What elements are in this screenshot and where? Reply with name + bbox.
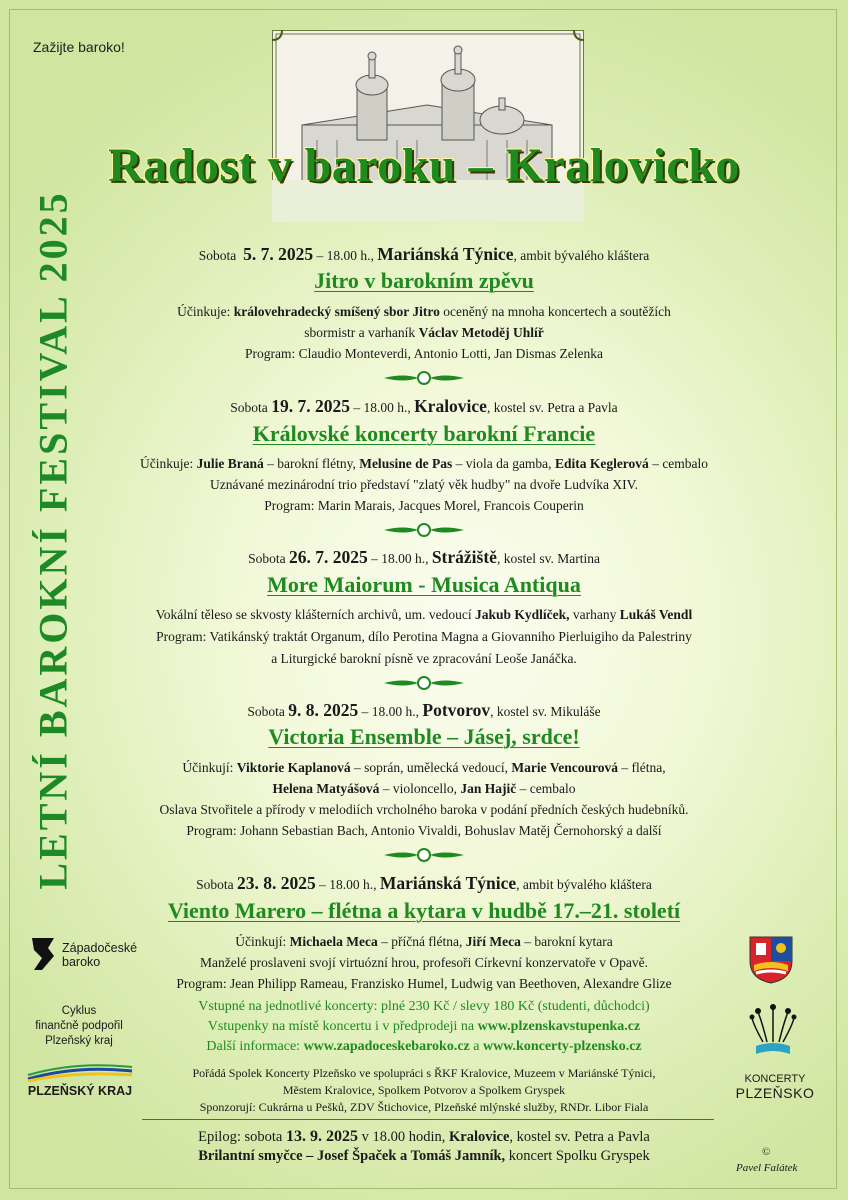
- ticket-sales: Vstupenky na místě koncertu i v předprodeji na www.plzenskavstupenka.cz: [207, 1019, 641, 1034]
- concert-2-line3: Program: Marin Marais, Jacques Morel, Francois Couperin: [264, 498, 584, 513]
- concert-1-header: Sobota 5. 7. 2025 – 18.00 h., Mariánská Týnice, ambit bývalého kláštera: [198, 244, 650, 264]
- kraj-support-text: Cyklus finančně podpořil Plzeňský kraj: [35, 1005, 123, 1047]
- more-info: Další informace: www.zapadoceskebaroko.cz a www.koncerty-plzensko.cz: [206, 1039, 642, 1054]
- concert-1-line3: Program: Claudio Monteverdi, Antonio Lotti, Jan Dismas Zelenka: [244, 346, 604, 361]
- separator-line: [142, 1119, 714, 1120]
- koncerty-plzensko-label: KONCERTY PLZEŇSKO: [735, 1073, 815, 1101]
- concert-5-line3: Program: Jean Philipp Rameau, Franzisko Humel, Ludwig van Beethoven, Alexandre Glize: [176, 976, 672, 991]
- epilog-line2: Brilantní smyčce – Josef Špaček a Tomáš Jamník, koncert Spolku Gryspek: [198, 1148, 650, 1164]
- concert-3-title: More Maiorum - Musica Antiqua: [267, 572, 581, 597]
- divider-ornament: [384, 848, 464, 862]
- concert-4-line2: Helena Matyášová – violoncello, Jan Hajič – cembalo: [272, 781, 576, 796]
- concert-4-line3: Oslava Stvořitele a přírody v melodiích vrcholného baroka v podání předních českých hudebníků.: [159, 802, 689, 817]
- concert-5-title: Viento Marero – flétna a kytara v hudbě 17.–21. století: [167, 898, 681, 923]
- organizers-line2: Městem Kralovice, Spolkem Potvorov a Spolkem Gryspek: [282, 1083, 566, 1097]
- concert-1-title: Jitro v barokním zpěvu: [314, 268, 534, 293]
- author-signature: Pavel Falátek: [736, 1162, 798, 1174]
- copyright-mark: ©: [762, 1146, 771, 1158]
- concert-2-title: Královské koncerty barokní Francie: [252, 421, 596, 446]
- info-link-1[interactable]: www.zapadoceskebaroko.cz: [303, 1039, 470, 1054]
- concert-4-line4: Program: Johann Sebastian Bach, Antonio Vivaldi, Bohuslav Matěj Černohorský a další: [186, 823, 662, 838]
- church-engraving: [272, 30, 584, 222]
- koncerty-plzensko-lyre-icon: [748, 1002, 798, 1064]
- plzensky-kraj-swoosh-icon: [26, 1063, 134, 1083]
- divider-ornament: [384, 371, 464, 385]
- concert-5-line1: Účinkují: Michaela Meca – příčná flétna, Jiří Meca – barokní kytara: [235, 934, 613, 949]
- concert-2-header: Sobota 19. 7. 2025 – 18.00 h., Kralovice, kostel sv. Petra a Pavla: [230, 396, 618, 416]
- ticket-link[interactable]: www.plzenskavstupenka.cz: [477, 1019, 641, 1034]
- vertical-festival-title: LETNÍ BAROKNÍ FESTIVAL 2025: [30, 190, 76, 890]
- divider-ornament: [384, 523, 464, 537]
- concert-2-line2: Uznávané mezinárodní trio představí "zlatý věk hudby" na dvoře Ludvíka XIV.: [209, 477, 639, 492]
- concert-3-line2: Program: Vatikánský traktát Organum, dílo Perotina Magna a Giovanniho Pierluigiho da Palestriny: [156, 629, 692, 644]
- epilog-line1: Epilog: sobota 13. 9. 2025 v 18.00 hodin, Kralovice, kostel sv. Petra a Pavla: [198, 1128, 650, 1145]
- zb-line1: Západočeské: [62, 941, 138, 955]
- organizers-line1: Pořádá Spolek Koncerty Plzeňsko ve spolupráci s ŘKF Kralovice, Muzeem v Mariánské Týnici,: [192, 1066, 656, 1080]
- concert-1-line1: Účinkuje: královehradecký smíšený sbor Jitro oceněný na mnoha koncertech a soutěžích: [177, 304, 671, 319]
- concert-3-header: Sobota 26. 7. 2025 – 18.00 h., Strážiště, kostel sv. Martina: [248, 547, 600, 567]
- concert-3-line3: a Liturgické barokní písně ve zpracování Leoše Janáčka.: [271, 651, 577, 666]
- plzensky-kraj-label: PLZEŇSKÝ KRAJ: [27, 1084, 133, 1098]
- main-title: Radost v baroku – Kralovicko: [108, 139, 740, 192]
- sponsors-line: Sponzorují: Cukrárna u Pešků, ZDV Štichovice, Plzeňské mlýnské služby, RNDr. Libor Fiala: [199, 1100, 649, 1114]
- tagline: Zažijte baroko!: [33, 39, 125, 55]
- zapadoceske-baroko-logo: [28, 936, 148, 976]
- ticket-prices: Vstupné na jednotlivé koncerty: plné 230 Kč / slevy 180 Kč (studenti, důchodci): [198, 999, 650, 1014]
- coat-of-arms-icon: [748, 935, 794, 985]
- zb-line2: baroko: [62, 955, 101, 969]
- concert-4-line1: Účinkují: Viktorie Kaplanová – soprán, umělecká vedoucí, Marie Vencourová – flétna,: [182, 760, 666, 775]
- concert-3-line1: Vokální těleso se skvosty klášterních archivů, um. vedoucí Jakub Kydlíček, varhany Lukáš Vendl: [155, 607, 693, 622]
- baroko-mark-icon: [28, 936, 58, 972]
- concert-5-header: Sobota 23. 8. 2025 – 18.00 h., Mariánská Týnice, ambit bývalého kláštera: [196, 873, 652, 893]
- concert-5-line2: Manželé proslaveni svojí virtuózní hrou, profesoři Církevní konzervatoře v Opavě.: [200, 955, 648, 970]
- divider-ornament: [384, 676, 464, 690]
- concert-1-line2: sbormistr a varhaník Václav Metoděj Uhlíř: [304, 325, 544, 340]
- concert-4-title: Victoria Ensemble – Jásej, srdce!: [268, 724, 580, 749]
- info-link-2[interactable]: www.koncerty-plzensko.cz: [482, 1039, 642, 1054]
- concert-2-line1: Účinkuje: Julie Braná – barokní flétny, Melusine de Pas – viola da gamba, Edita Keglerová – cembalo: [139, 456, 709, 471]
- concert-4-header: Sobota 9. 8. 2025 – 18.00 h., Potvorov, kostel sv. Mikuláše: [247, 700, 601, 720]
